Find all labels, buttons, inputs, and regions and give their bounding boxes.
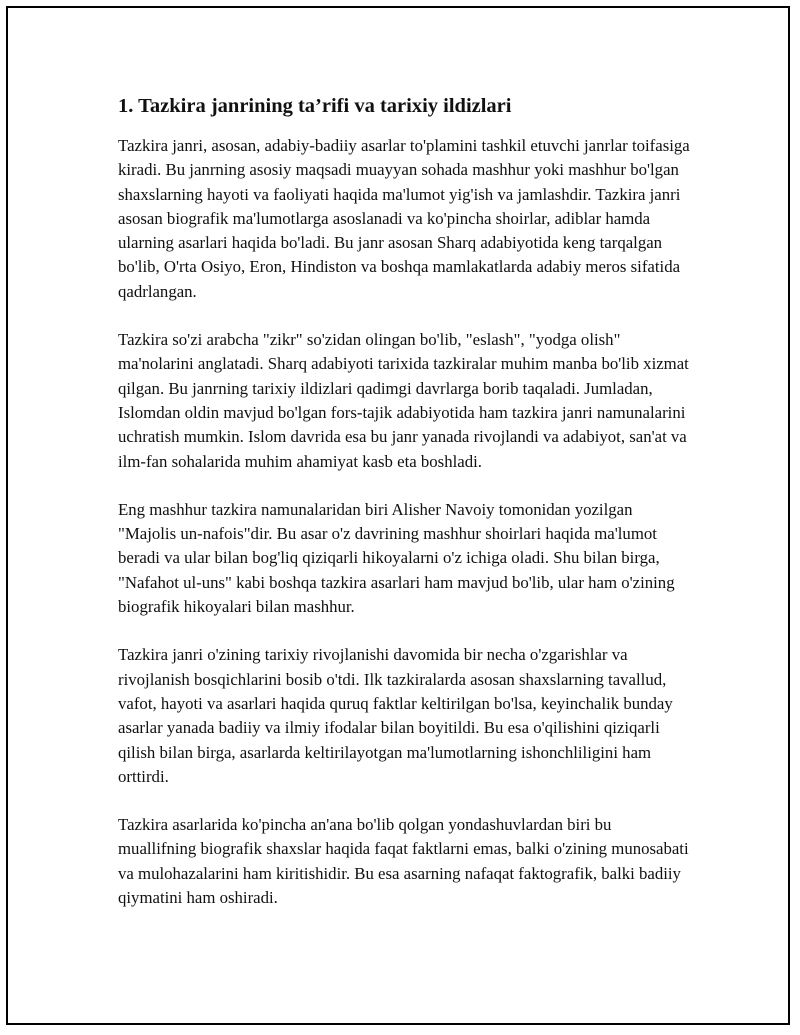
section-heading: 1. Tazkira janrining ta’rifi va tarixiy ildizlari xyxy=(118,95,512,117)
paragraph-4: Tazkira janri o'zining tarixiy rivojlanishi davomida bir necha o'zgarishlar va rivojlanish bosqichlarini bosib o'tdi. Ilk tazkiralarda asosan shaxslarning tavallud, vafot, hayoti va asarlari haqida quruq faktlar keltirilgan bo'lsa, keyinchalik bunday asarlar yanada badiiy va ilmiy ifodalar bilan boyitildi. Bu esa o'qilishini qiziqarli qilish bilan birga, asarlarda keltirilayotgan ma'lumotlarning ishonchliligini ham orttirdi. xyxy=(118,645,673,786)
paragraph-5: Tazkira asarlarida ko'pincha an'ana bo'lib qolgan yondashuvlardan biri bu muallifning biografik shaxslar haqida faqat faktlarni emas, balki o'zining munosabati va mulohazalarini ham kiritishidir. Bu esa asarning nafaqat faktografik, balki badiiy qiymatini ham oshiradi. xyxy=(118,815,689,908)
paragraph-3: Eng mashhur tazkira namunalaridan biri Alisher Navoiy tomonidan yozilgan "Majolis un-nafois"dir. Bu asar o'z davrining mashhur shoirlari haqida ma'lumot beradi va ular bilan bog'liq qiziqarli hikoyalarni o'z ichiga oladi. Shu bilan birga, "Nafahot ul-uns" kabi boshqa tazkira asarlari ham mavjud bo'lib, ular ham o'zining biografik hikoyalari bilan mashhur. xyxy=(118,499,675,617)
document-body xyxy=(118,92,690,934)
paragraph-2: Tazkira so'zi arabcha "zikr" so'zidan olingan bo'lib, "eslash", "yodga olish" ma'nolarini anglatadi. Sharq adabiyoti tarixida tazkiralar muhim manba bo'lib xizmat qilgan. Bu janrning tarixiy ildizlari qadimgi davrlarga borib taqaladi. Jumladan, Islomdan oldin mavjud bo'lgan fors-tajik adabiyotida ham tazkira janri namunalarini uchratish mumkin. Islom davrida esa bu janr yanada rivojlandi va adabiyot, san'at va ilm-fan sohalarida muhim ahamiyat kasb eta boshladi. xyxy=(118,330,689,471)
paragraph-1: Tazkira janri, asosan, adabiy-badiiy asarlar to'plamini tashkil etuvchi janrlar toifasiga kiradi. Bu janrning asosiy maqsadi muayyan sohada mashhur yoki mashhur bo'lgan shaxslarning hayoti va faoliyati haqida ma'lumot yig'ish va jamlashdir. Tazkira janri asosan biografik ma'lumotlarga asoslanadi va ko'pincha shoirlar, adiblar hamda ularning asarlari haqida bo'ladi. Bu janr asosan Sharq adabiyotida keng tarqalgan bo'lib, O'rta Osiyo, Eron, Hindiston va boshqa mamlakatlarda adabiy meros sifatida qadrlangan. xyxy=(118,136,690,301)
